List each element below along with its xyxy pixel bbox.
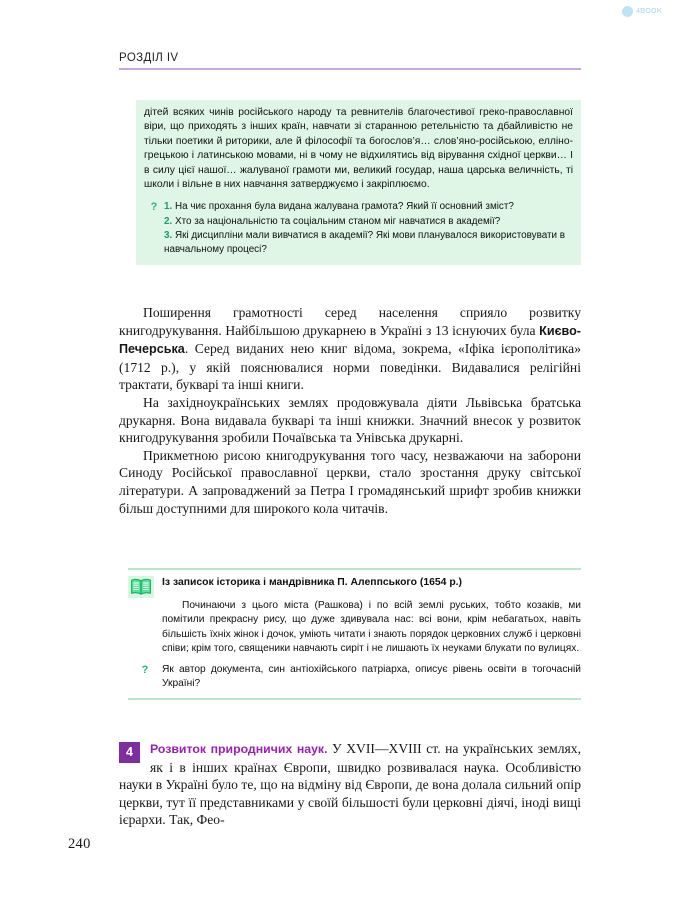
section-paragraph [119,740,581,829]
watermark-label: 4BOOK [636,7,662,15]
source-questions-block [144,200,573,257]
list-item [164,215,573,229]
paragraph-text-a: Поширення грамотності серед населення сприяло розвитку книгодрукування. Найбільшою друкарнею в Україні з 13 існуючих була [119,305,581,338]
question-number: 2. [164,215,173,227]
paragraph: На західноукраїнських землях продовжувала діяти Львівська братська друкарня. Вона видавала букварі та інші книжки. Значний внесок у розвиток книгодрукування зробили Почаївська та Унівська друкарні. [119,394,581,446]
watermark-dot-icon [622,6,633,17]
paragraph: Прикметною рисою книгодрукування того часу, незважаючи на заборони Синоду Російської православної церкви, стало зростання друку світської літератури. А запроваджений за Петра I громадянський шрифт зробив книжки більш доступними для широкого кола читачів. [119,447,581,516]
section-4 [119,740,581,829]
document-question-text: Як автор документа, син антіохійського патріарха, описує рівень освіти в тогочасній Україні? [162,664,581,690]
section-body-text: У XVII—XVIII ст. на українських землях, як і в інших країнах Європи, швидко розвивалася наука. Особливістю науки в Україні було те, що на відміну від Європи, де вона долала сильний опір церкви, тут її представниками у своїй більшості були церковні діячі, іноді вищі ієрархи. Так, Фео- [119,741,581,828]
source-quote-box [136,100,581,265]
question-number: 3. [164,229,173,241]
question-mark-icon: ? [141,664,149,677]
section-title: Розвиток природничих наук. [150,742,328,756]
section-number-badge: 4 [119,742,140,763]
running-head [119,52,581,70]
running-head-rule [119,68,581,70]
printing-house-name: Києво-Печерська [119,323,581,357]
paragraph-text-b: . Серед виданих нею книг відома, зокрема, «Іфіка ієрополітика» (1712 р.), у якій пояснювалися норми поведінки. Видавалися релігійні трактати, букварі та інші книги. [119,341,581,393]
question-mark-icon: ? [150,201,158,214]
main-body-text [119,304,581,517]
paragraph [119,304,581,394]
question-text: Хто за національністю та соціальним станом міг навчатися в академії? [175,215,501,227]
question-text: Які дисципліни мали вивчатися в академії? Які мови планувалося використовувати в навчальному процесі? [164,229,566,256]
source-quote-text: дітей всяких чинів російського народу та ревнителів благочестивої греко-православної віри, що приходять з інших країн, навчати зі старанною ретельністю та дбайливістю не тільки поетики й риторики, але й філософії та богослов’я… слов’яно-російською, елліно-грецькою і латинською мовами, ні в чому не відхилятись від вірування східної церкви… І в силу цієї нашої… жалуваної грамоти ми, великий государ, наша царська величність, ті школи і вільне в них навчання затверджуємо і закріплюємо. [144,107,573,191]
source-question-list [164,200,573,257]
page-number: 240 [68,836,91,852]
document-text: Починаючи з цього міста (Рашкова) і по всій землі руських, тобто козаків, ми помітили прекрасну рису, що дуже здивувала нас: всі вони, крім небагатьох, навіть більшість їхніх жінок і дочок, уміють читати і знають порядок церковних служб і церковні співи; крім того, священики навчають сиріт і не лишають їх неуками блукати по вулицях. [162,600,581,654]
chapter-label: РОЗДІЛ IV [119,52,179,64]
document-excerpt-box [128,568,581,700]
document-header [128,576,581,598]
document-title: Із записок історика і мандрівника П. Алеппського (1654 р.) [162,577,463,588]
document-question-block [128,663,581,692]
book-icon [128,576,154,598]
question-text: На чиє прохання була видана жалувана грамота? Який її основний зміст? [175,201,514,213]
question-number: 1. [164,201,173,213]
list-item [164,229,573,257]
list-item [164,200,573,214]
watermark-logo [622,4,682,18]
